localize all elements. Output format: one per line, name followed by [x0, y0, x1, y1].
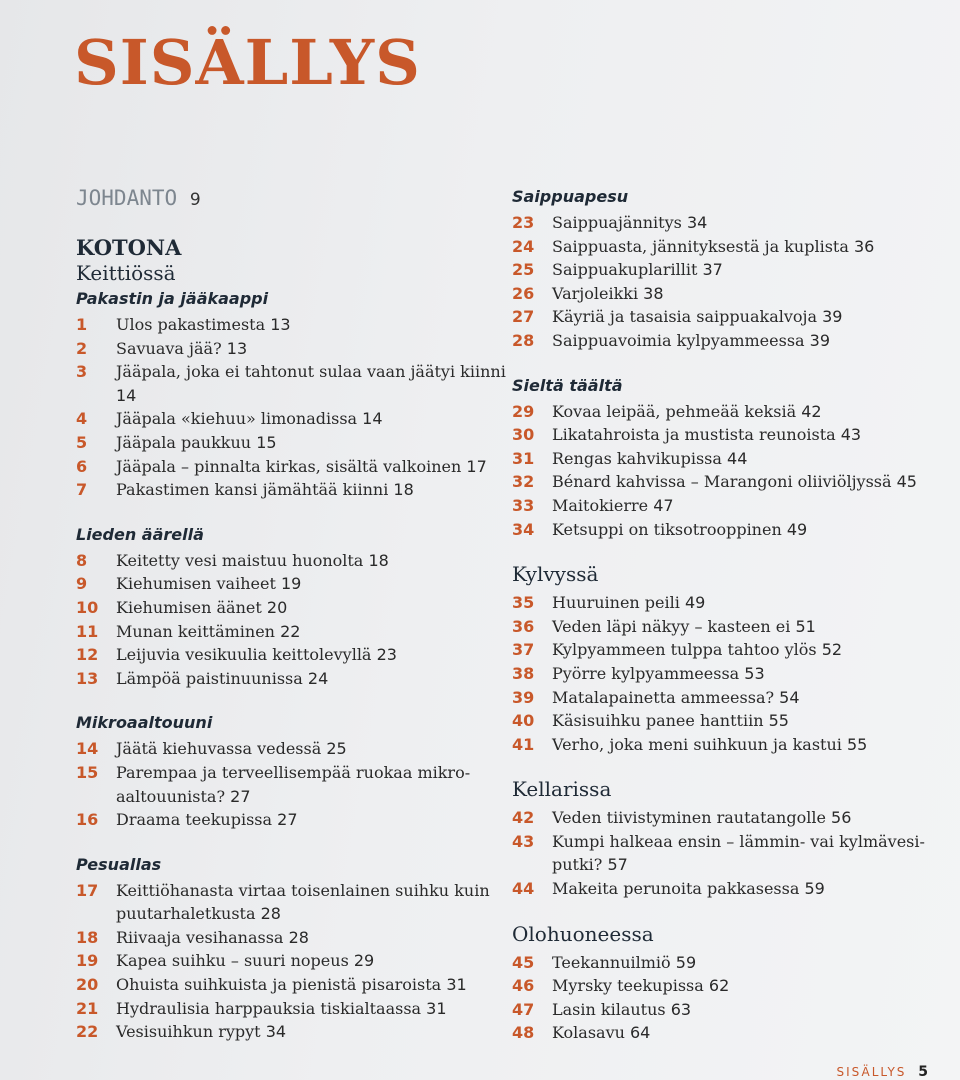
entry-title-text: Kolasavu [552, 1023, 625, 1043]
toc-entry[interactable] [512, 423, 952, 447]
entry-title-text: Parempaa ja terveellisempää ruokaa mikro-aaltouunista? [116, 762, 471, 806]
entry-page: 19 [280, 574, 302, 594]
toc-entry[interactable] [512, 615, 952, 639]
toc-entry[interactable] [512, 951, 952, 975]
entry-number: 6 [76, 456, 88, 476]
entry-title-text: Bénard kahvissa – Marangoni oliiviöljyssä [552, 472, 892, 492]
toc-entry[interactable] [512, 830, 952, 877]
entry-title [552, 447, 952, 471]
entry-title [552, 423, 952, 447]
entry-title-text: Keitetty vesi maistuu huonolta [116, 550, 364, 570]
entry-number: 28 [512, 330, 535, 350]
entry-number: 18 [76, 927, 99, 947]
footer-label: SISÄLLYS [836, 1065, 907, 1079]
entry-number: 2 [76, 338, 88, 358]
entry-page: 52 [821, 640, 843, 660]
entry-title-text: Likatahroista ja mustista reunoista [552, 425, 836, 445]
entry-page: 18 [393, 480, 414, 500]
entry-title-text: Kylpyammeen tulppa tahtoo ylös [552, 640, 817, 660]
entry-title-text: Lämpöä paistinuunissa [116, 668, 303, 688]
entry-title [552, 235, 952, 259]
entry-number: 8 [76, 550, 88, 570]
entry-number: 15 [76, 762, 99, 782]
toc-entry[interactable] [76, 337, 516, 361]
entry-number: 16 [76, 810, 99, 830]
entry-page: 34 [686, 213, 708, 232]
toc-entry[interactable] [76, 572, 516, 596]
entry-title [552, 282, 952, 306]
entry-title [116, 879, 516, 926]
entry-title [552, 494, 952, 518]
toc-entry[interactable] [76, 879, 516, 926]
entry-page: 24 [307, 668, 329, 688]
entry-page: 49 [786, 519, 808, 539]
entry-title [552, 591, 952, 615]
entry-number: 32 [512, 472, 535, 492]
toc-entry[interactable] [76, 455, 516, 479]
toc-entry[interactable] [512, 686, 952, 710]
toc-entry[interactable] [512, 282, 952, 306]
entry-title-text: Myrsky teekupissa [552, 976, 704, 996]
entry-page: 53 [744, 663, 765, 683]
entry-page: 43 [840, 425, 862, 445]
toc-entry[interactable] [512, 806, 952, 830]
toc-right-column [512, 186, 952, 1045]
toc-entry[interactable] [512, 400, 952, 424]
entry-title-text: Makeita perunoita pakkasessa [552, 879, 800, 899]
chapter-title: Kellarissa [512, 777, 612, 802]
entry-number: 40 [512, 711, 535, 731]
entry-title [116, 572, 516, 596]
intro-label: JOHDANTO [76, 186, 178, 210]
entry-number: 9 [76, 574, 88, 594]
entry-title-text: Verho, joka meni suihkuun ja kastui [552, 734, 842, 754]
entry-title [552, 400, 952, 424]
entry-page: 55 [846, 734, 868, 754]
entry-title [116, 949, 516, 973]
entry-page: 20 [266, 597, 288, 617]
toc-entry[interactable] [512, 877, 952, 901]
entry-title [116, 667, 516, 691]
section-heading: Lieden äärellä [76, 524, 204, 544]
entry-title [552, 951, 952, 975]
entry-title [116, 926, 516, 950]
entry-page: 25 [326, 739, 347, 759]
entry-number: 47 [512, 999, 535, 1019]
page-footer [836, 1064, 930, 1080]
entry-page: 49 [684, 593, 706, 613]
entry-number: 45 [512, 952, 535, 972]
entry-title [552, 709, 952, 733]
entry-page: 18 [368, 550, 389, 570]
toc-entry[interactable] [512, 470, 952, 494]
entry-title-text: Teekannuilmiö [552, 952, 671, 972]
entry-title-text: Saippuajännitys [552, 213, 682, 232]
entry-title-text: Kapea suihku – suuri nopeus [116, 951, 349, 971]
entry-page: 14 [362, 409, 383, 429]
entry-title [116, 596, 516, 620]
entry-title [116, 313, 516, 337]
entry-title [552, 877, 952, 901]
entry-title [552, 258, 952, 282]
entry-title-text: Ketsuppi on tiksotrooppinen [552, 519, 782, 539]
entry-number: 46 [512, 976, 535, 996]
entry-page: 59 [804, 879, 825, 899]
left-sections [76, 288, 516, 1044]
entry-title-text: Lasin kilautus [552, 999, 666, 1019]
entry-page: 64 [630, 1023, 651, 1043]
toc-entry[interactable] [512, 709, 952, 733]
entry-title-text: Draama teekupissa [116, 810, 273, 830]
entry-title [552, 662, 952, 686]
entry-number: 10 [76, 597, 99, 617]
entry-number: 42 [512, 808, 535, 828]
section-heading: Pesuallas [76, 854, 162, 874]
toc-entry[interactable] [76, 407, 516, 431]
entry-title-text: Pakastimen kansi jämähtää kiinni [116, 480, 389, 500]
toc-entry[interactable] [76, 926, 516, 950]
intro-entry[interactable] [76, 186, 516, 210]
entry-number: 7 [76, 480, 88, 500]
toc-entry[interactable] [512, 733, 952, 757]
toc-entry[interactable] [512, 998, 952, 1022]
entry-number: 11 [76, 621, 99, 641]
entry-number: 30 [512, 425, 535, 445]
entry-number: 39 [512, 687, 535, 707]
entry-number: 12 [76, 645, 99, 665]
entry-page: 45 [896, 472, 917, 492]
entry-title-text: Hydraulisia harppauksia tiskialtaassa [116, 998, 422, 1018]
chapter-title: Kylvyssä [512, 562, 599, 587]
entry-number: 23 [512, 213, 535, 232]
toc-entry[interactable] [512, 235, 952, 259]
entry-number: 44 [512, 879, 535, 899]
entry-title-text: Kiehumisen äänet [116, 597, 262, 617]
entry-page: 28 [260, 904, 281, 924]
entry-number: 14 [76, 739, 99, 759]
entry-page: 38 [643, 283, 664, 303]
entry-number: 20 [76, 975, 99, 995]
entry-page: 44 [727, 448, 748, 468]
entry-page: 36 [853, 236, 875, 256]
entry-page: 56 [831, 808, 852, 828]
toc-entry[interactable] [512, 518, 952, 542]
toc-entry[interactable] [76, 949, 516, 973]
entry-page: 47 [653, 495, 674, 515]
entry-title-text: Ulos pakastimesta [116, 315, 266, 334]
entry-page: 14 [116, 385, 137, 405]
toc-entry[interactable] [512, 662, 952, 686]
entry-title-text: Kiehumisen vaiheet [116, 574, 276, 594]
entry-title [116, 360, 516, 407]
entry-title-text: Saippuasta, jännityksestä ja kuplista [552, 236, 849, 256]
entry-title [552, 974, 952, 998]
page-number: 5 [918, 1064, 930, 1080]
entry-title-text: Veden tiivistyminen rautatangolle [552, 808, 826, 828]
toc-entry[interactable] [512, 494, 952, 518]
entry-number: 34 [512, 519, 535, 539]
entry-title-text: Leijuvia vesikuulia keittolevyllä [116, 645, 372, 665]
entry-title [552, 305, 952, 329]
entry-title-text: Veden läpi näkyy – kasteen ei [552, 616, 791, 636]
entry-number: 25 [512, 260, 535, 280]
entry-number: 37 [512, 640, 535, 660]
entry-title [116, 620, 516, 644]
entry-number: 36 [512, 616, 535, 636]
entry-title-text: Kovaa leipää, pehmeää keksiä [552, 401, 797, 421]
entry-title [116, 407, 516, 431]
toc-entry[interactable] [76, 1020, 516, 1044]
entry-page: 17 [466, 456, 487, 476]
toc-entry[interactable] [76, 549, 516, 573]
section-heading: Saippuapesu [512, 187, 629, 206]
entry-number: 48 [512, 1023, 535, 1043]
entry-title-text: Saippuakuplarillit [552, 260, 698, 280]
entry-page: 51 [795, 616, 816, 636]
entry-title [552, 1021, 952, 1045]
entry-number: 35 [512, 593, 535, 613]
entry-number: 31 [512, 448, 535, 468]
entry-title-text: Huuruinen peili [552, 593, 680, 613]
right-sections [512, 186, 952, 541]
entry-title [116, 337, 516, 361]
page-title: SISÄLLYS [74, 26, 421, 99]
toc-entry[interactable] [76, 737, 516, 761]
entry-title-text: Munan keittäminen [116, 621, 275, 641]
entry-page: 27 [230, 786, 251, 806]
entry-title-text: Käsisuihku panee hanttiin [552, 711, 764, 731]
entry-number: 1 [76, 315, 88, 334]
entry-title [552, 638, 952, 662]
entry-title-text: Ohuista suihkuista ja pienistä pisaroista [116, 975, 442, 995]
toc-entry[interactable] [512, 258, 952, 282]
entry-page: 34 [265, 1022, 287, 1042]
entry-number: 41 [512, 734, 535, 754]
entry-number: 22 [76, 1022, 99, 1042]
entry-title-text: Riivaaja vesihanassa [116, 927, 284, 947]
section-heading: Sieltä täältä [512, 375, 623, 395]
entry-title-text: Jääpala «kiehuu» limonadissa [116, 409, 358, 429]
entry-page: 37 [702, 260, 723, 280]
toc-entry[interactable] [512, 591, 952, 615]
entry-title [116, 549, 516, 573]
entry-title-text: Savuava jää? [116, 338, 222, 358]
entry-page: 39 [809, 330, 831, 350]
chapter-title: Olohuoneessa [512, 921, 654, 946]
entry-title-text: Jäätä kiehuvassa vedessä [116, 739, 322, 759]
entry-page: 63 [670, 999, 692, 1019]
section-heading: Pakastin ja jääkaappi [76, 289, 269, 308]
toc-entry[interactable] [76, 431, 516, 455]
entry-title [116, 808, 516, 832]
toc-entry[interactable] [76, 808, 516, 832]
toc-entry[interactable] [76, 620, 516, 644]
entry-number: 43 [512, 831, 535, 851]
entry-title-text: Matalapainetta ammeessa? [552, 687, 775, 707]
entry-page: 42 [801, 401, 822, 421]
toc-entry[interactable] [512, 638, 952, 662]
entry-title-text: Vesisuihkun rypyt [116, 1022, 261, 1042]
entry-title [552, 470, 952, 494]
entry-number: 19 [76, 951, 99, 971]
entry-title-text: Jääpala – pinnalta kirkas, sisältä valkoinen [116, 456, 462, 476]
entry-number: 26 [512, 283, 535, 303]
entry-title [116, 478, 516, 502]
entry-number: 4 [76, 409, 88, 429]
entry-page: 31 [446, 975, 467, 995]
entry-title [552, 806, 952, 830]
entry-page: 39 [822, 307, 843, 327]
entry-title [116, 997, 516, 1021]
entry-title-text: Pyörre kylpyammeessa [552, 663, 740, 683]
entry-title [552, 329, 952, 353]
part-title: KOTONA [76, 235, 182, 260]
entry-title [552, 733, 952, 757]
entry-page: 15 [256, 432, 277, 452]
toc-entry[interactable] [76, 313, 516, 337]
entry-title [552, 211, 952, 235]
toc-entry[interactable] [76, 478, 516, 502]
entry-title-text: Keittiöhanasta virtaa toisenlainen suihku kuin puutarhaletkusta [116, 880, 490, 924]
entry-title [552, 830, 952, 877]
entry-title [552, 998, 952, 1022]
entry-number: 3 [76, 362, 88, 382]
entry-number: 33 [512, 495, 535, 515]
entry-page: 13 [270, 315, 291, 334]
toc-entry[interactable] [76, 643, 516, 667]
entry-title [116, 973, 516, 997]
toc-entry[interactable] [512, 1021, 952, 1045]
intro-page: 9 [189, 190, 201, 210]
toc-entry[interactable] [512, 211, 952, 235]
entry-page: 31 [426, 998, 447, 1018]
entry-title-text: Jääpala, joka ei tahtonut sulaa vaan jäätyi kiinni [116, 362, 506, 382]
entry-number: 24 [512, 236, 535, 256]
entry-number: 5 [76, 432, 88, 452]
entry-number: 29 [512, 401, 535, 421]
toc-entry[interactable] [512, 329, 952, 353]
entry-title [552, 686, 952, 710]
entry-title-text: Käyriä ja tasaisia saippuakalvoja [552, 307, 818, 327]
entry-page: 27 [277, 810, 298, 830]
entry-title-text: Varjoleikki [552, 283, 639, 303]
entry-title [116, 761, 516, 808]
entry-page: 55 [768, 711, 789, 731]
entry-title [116, 431, 516, 455]
entry-title-text: Jääpala paukkuu [116, 432, 252, 452]
entry-title [116, 737, 516, 761]
toc-entry[interactable] [512, 305, 952, 329]
toc-left-column [76, 186, 516, 1044]
toc-entry[interactable] [76, 761, 516, 808]
entry-title [116, 1020, 516, 1044]
entry-page: 57 [607, 855, 628, 875]
entry-page: 59 [675, 952, 697, 972]
entry-title-text: Maitokierre [552, 495, 649, 515]
entry-title [116, 643, 516, 667]
entry-page: 13 [226, 338, 248, 358]
section-heading: Mikroaaltouuni [76, 713, 213, 733]
entry-page: 29 [353, 951, 375, 971]
entry-page: 22 [280, 621, 301, 641]
toc-entry[interactable] [512, 447, 952, 471]
entry-number: 38 [512, 663, 535, 683]
entry-page: 23 [376, 645, 397, 665]
entry-title [552, 518, 952, 542]
toc-entry[interactable] [76, 360, 516, 407]
entry-title-text: Kumpi halkeaa ensin – lämmin- vai kylmävesi-putki? [552, 831, 925, 875]
toc-entry[interactable] [76, 997, 516, 1021]
entry-page: 62 [708, 976, 730, 996]
entry-page: 28 [288, 927, 309, 947]
right-chapters [512, 561, 952, 1045]
entry-number: 17 [76, 880, 99, 900]
entry-number: 21 [76, 998, 99, 1018]
toc-entry[interactable] [76, 973, 516, 997]
toc-entry[interactable] [76, 596, 516, 620]
entry-title [116, 455, 516, 479]
toc-entry[interactable] [512, 974, 952, 998]
entry-title-text: Rengas kahvikupissa [552, 448, 722, 468]
entry-title [552, 615, 952, 639]
entry-page: 54 [779, 687, 800, 707]
entry-title-text: Saippuavoimia kylpyammeessa [552, 330, 805, 350]
entry-number: 13 [76, 668, 99, 688]
toc-entry[interactable] [76, 667, 516, 691]
chapter-title-kitchen: Keittiössä [76, 261, 176, 285]
entry-number: 27 [512, 307, 535, 327]
